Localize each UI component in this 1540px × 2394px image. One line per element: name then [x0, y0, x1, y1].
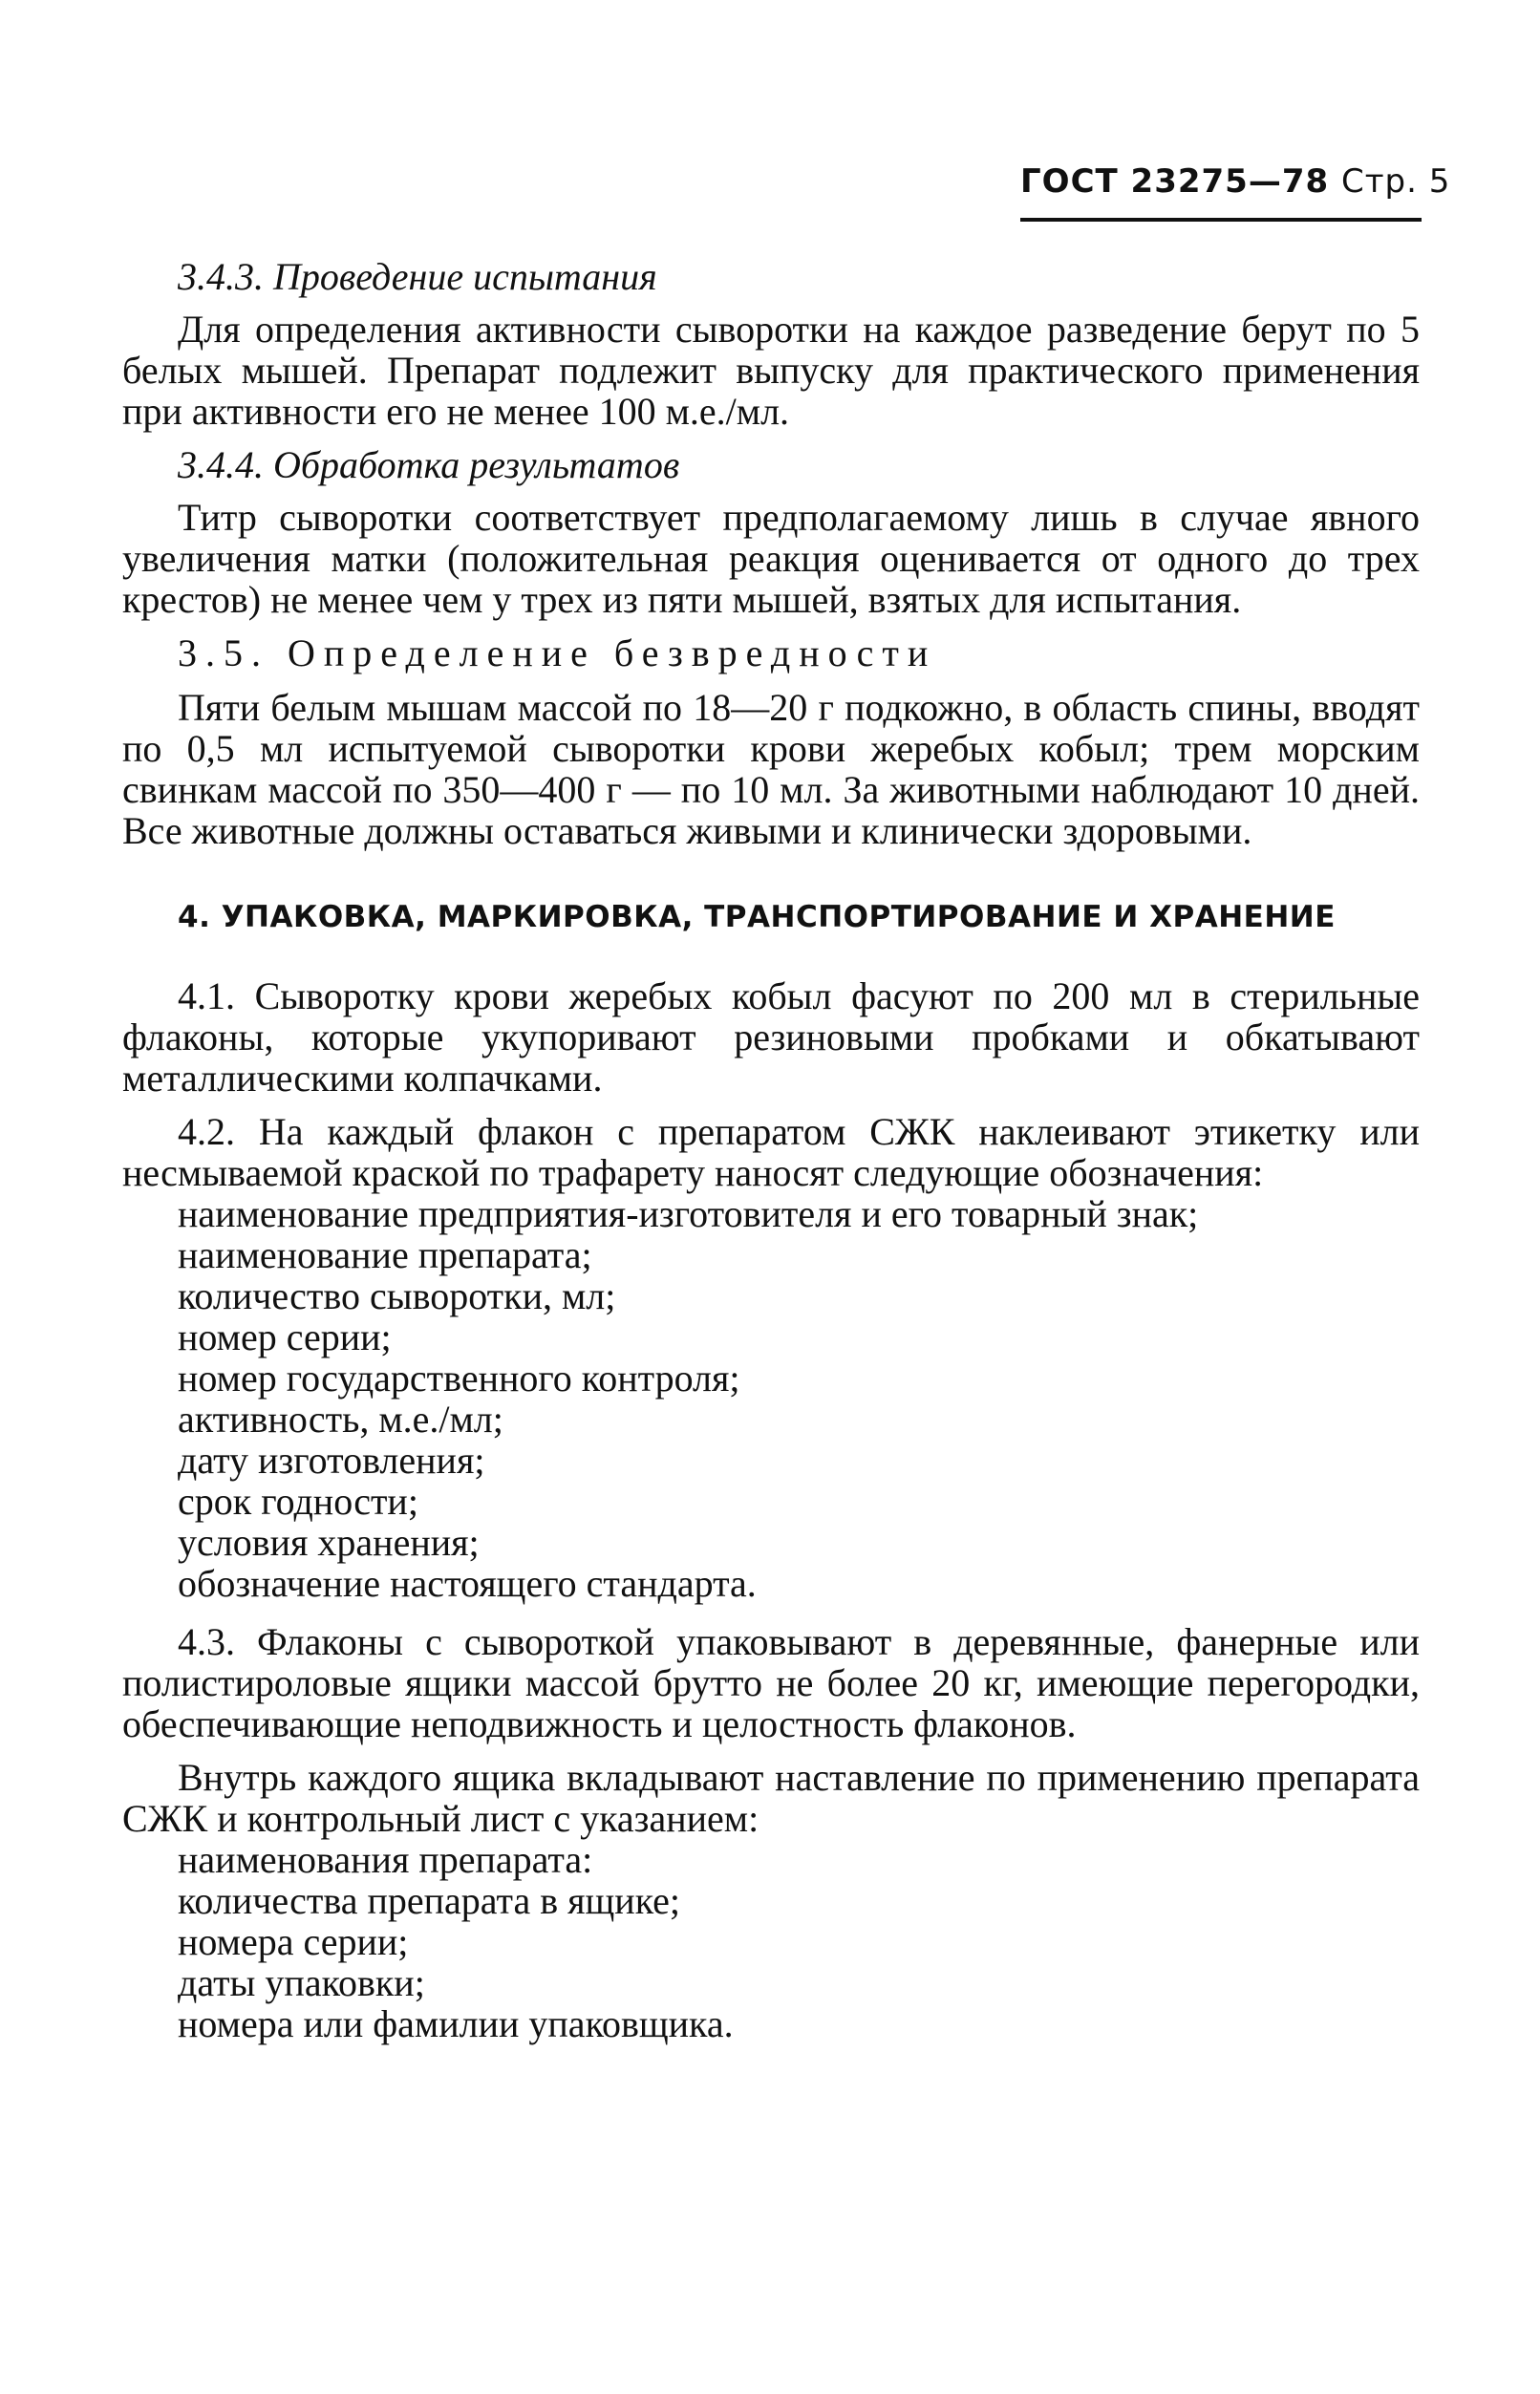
list-item: номер государственного контроля;	[178, 1357, 740, 1400]
page-number: Стр. 5	[1341, 162, 1451, 201]
document-code: ГОСТ 23275—78	[1020, 162, 1330, 201]
section-3-4-4-title: 3.4.4. Обработка результатов	[178, 443, 680, 486]
section-3-5-paragraph: Пяти белым мышам массой по 18—20 г подкожно, в область спины, вводят по 0,5 мл испытуемой сыворотки крови жеребых кобыл; трем морским свинкам массой по 350—400 г — по 10 мл. За животными наблюдают 10 дней. Все животные должны оставаться живыми и клинически здоровыми.	[122, 686, 1420, 852]
section-4-title: 4. УПАКОВКА, МАРКИРОВКА, ТРАНСПОРТИРОВАНИЕ И ХРАНЕНИЕ	[178, 900, 1336, 934]
list-item: номер серии;	[178, 1315, 392, 1358]
list-item: условия хранения;	[178, 1521, 480, 1564]
list-item: наименования препарата:	[178, 1838, 593, 1881]
list-item: обозначение настоящего стандарта.	[178, 1562, 757, 1605]
list-item: дату изготовления;	[178, 1439, 485, 1482]
section-3-5-title: 3.5. Определение безвредности	[178, 631, 937, 674]
document-body	[122, 256, 1420, 2057]
list-item: наименование предприятия-изготовителя и его товарный знак;	[178, 1192, 1199, 1235]
control-sheet-list	[122, 1839, 1420, 2044]
section-4-1-paragraph: 4.1. Сыворотку крови жеребых кобыл фасуют по 200 мл в стерильные флаконы, которые укупоривают резиновыми пробками и обкатывают металлическими колпачками.	[122, 974, 1420, 1100]
section-4-2-paragraph: 4.2. На каждый флакон с препаратом СЖК наклеивают этикетку или несмываемой краской по трафарету наносят следующие обозначения:	[122, 1110, 1420, 1194]
list-item: даты упаковки;	[178, 1961, 425, 2004]
list-item: номера серии;	[178, 1920, 409, 1963]
section-4-3-paragraph: 4.3. Флаконы с сывороткой упаковывают в деревянные, фанерные или полистироловые ящики массой брутто не более 20 кг, имеющие перегородки, обеспечивающие неподвижность и целостность флаконов.	[122, 1620, 1420, 1745]
section-3-4-3-title: 3.4.3. Проведение испытания	[178, 255, 657, 298]
list-item: количество сыворотки, мл;	[178, 1274, 616, 1317]
list-item: количества препарата в ящике;	[178, 1879, 681, 1922]
page-header	[1020, 162, 1451, 201]
list-item: срок годности;	[178, 1480, 418, 1523]
section-3-4-4-paragraph: Титр сыворотки соответствует предполагаемому лишь в случае явного увеличения матки (положительная реакция оценивается от одного до трех крестов) не менее чем у трех из пяти мышей, взятых для испытания.	[122, 496, 1420, 621]
list-item: активность, м.е./мл;	[178, 1398, 503, 1441]
list-item: наименование препарата;	[178, 1233, 592, 1276]
section-3-4-3-paragraph: Для определения активности сыворотки на каждое разведение берут по 5 белых мышей. Препарат подлежит выпуску для практического применения при активности его не менее 100 м.е./мл.	[122, 308, 1420, 433]
section-4-3-followup: Внутрь каждого ящика вкладывают наставление по применению препарата СЖК и контрольный лист с указанием:	[122, 1756, 1420, 1840]
label-markings-list	[122, 1193, 1420, 1604]
header-rule	[1020, 218, 1422, 222]
list-item: номера или фамилии упаковщика.	[178, 2002, 734, 2045]
